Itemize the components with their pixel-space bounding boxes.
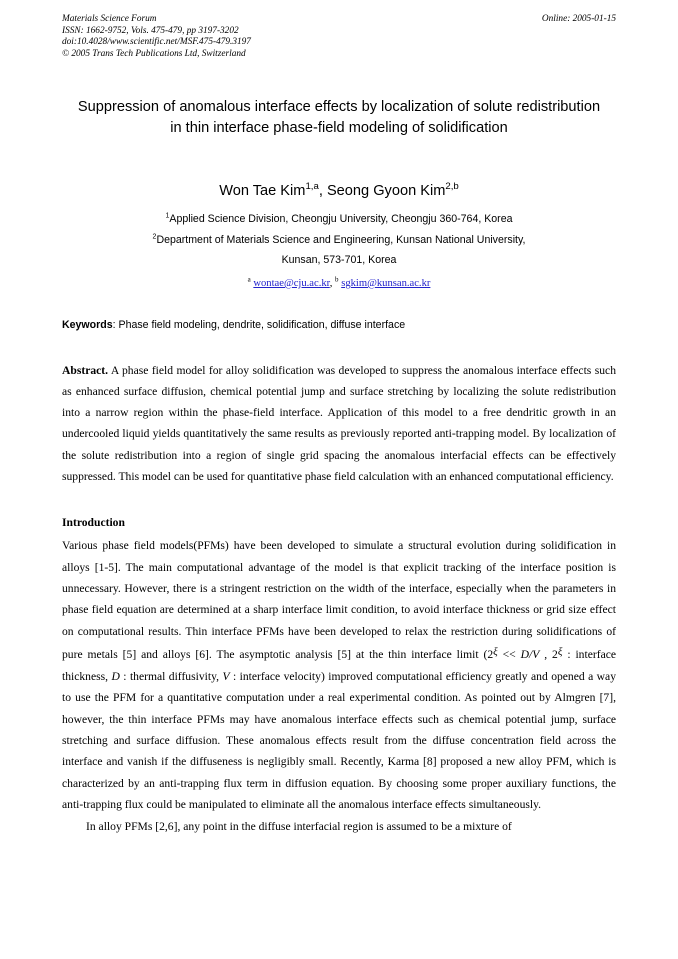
copyright-line: © 2005 Trans Tech Publications Ltd, Switzerland <box>62 48 246 59</box>
author-2-name: Seong Gyoon Kim <box>326 183 446 200</box>
math-slash: / <box>528 648 533 662</box>
affiliation-3 <box>62 251 616 270</box>
keywords-separator: : <box>112 318 119 331</box>
email-1-marker: a <box>247 275 251 284</box>
masthead-left-lines <box>62 14 482 60</box>
math-variable-d-2: D <box>111 669 120 683</box>
doi-line: doi:10.4028/www.scientific.net/MSF.475-479.3197 <box>62 37 251 48</box>
journal-name: Materials Science Forum <box>62 14 157 24</box>
affiliation-1-text: Applied Science Division, Cheongju University, Cheongju 360-764, Korea <box>169 213 513 226</box>
online-date: Online: 2005-01-15 <box>541 14 616 24</box>
math-variable-v-1: V <box>532 648 540 662</box>
affiliation-2 <box>62 231 616 250</box>
issn-line: ISSN: 1662-9752, Vols. 475-479, pp 3197-3202 <box>62 25 239 36</box>
abstract-label: Abstract. <box>62 363 109 377</box>
intro-text-part-1: Various phase field models(PFMs) have been developed to simulate a structural evolution during solidification in alloys [1-5]. The main computational advantage of the model is that explicit tracking of the interface position is unnecessary. However, there is a stringent restriction on the width of the interface, especially when the parameters in phase field equation are determined at a sharp interface limit condition, to avoid interface thickness or grid size effect on computational results. Thin interface PFMs have been developed to relax the restriction during solidifications of pure metals [5] and alloys [6]. The asymptotic analysis [5] at the thin interface limit (2 <box>62 539 616 662</box>
intro-text-part-4: : thermal diffusivity, <box>119 669 223 683</box>
affiliation-1-marker: 1 <box>165 212 170 220</box>
email-link-2[interactable]: sgkim@kunsan.ac.kr <box>341 277 431 289</box>
affiliation-2-marker: 2 <box>152 233 157 241</box>
page-content <box>62 14 616 837</box>
math-xi-1: ξ <box>493 646 498 659</box>
math-variable-d-1: D <box>520 648 529 662</box>
author-1-affiliation-marker: 1,a <box>305 181 319 193</box>
email-2-marker: b <box>335 275 339 284</box>
affiliation-1 <box>62 210 616 229</box>
abstract-paragraph <box>62 360 616 487</box>
page-title: Suppression of anomalous interface effects by localization of solute redistribution in thin interface phase-field modeling of solidification <box>77 99 601 137</box>
section-heading-introduction: Introduction <box>62 516 125 530</box>
abstract-text: A phase field model for alloy solidification was developed to suppress the anomalous interface effects such as enhanced surface diffusion, chemical potential jump and surface stretching by localizing the solute redistribution into a narrow region within the phase-field interface. Application of this model to a free dendritic growth in an undercooled liquid yields quantitatively the same results as previously reported anti-trapping model. By localization of the solute redistribution into a region of single grid spacing the anomalous interfacial effects can be effectively suppressed. This model can be used for quantitative phase field calculation with an enhanced computational efficiency. <box>62 363 616 483</box>
keywords-label: Keywords <box>62 318 113 331</box>
email-link-1[interactable]: wontae@cju.ac.kr <box>253 277 330 289</box>
affiliation-2-text: Department of Materials Science and Engineering, Kunsan National University, <box>156 233 526 246</box>
author-emails: $^a$ wontae@cju.ac.kr, $^b$ sgkim@kunsan.ac.kr <box>247 275 431 289</box>
author-1-name: Won Tae Kim <box>219 183 306 200</box>
keywords-line <box>62 318 616 333</box>
intro-text-part-3: : interface thickness, <box>62 648 617 683</box>
math-xi-2: ξ <box>557 646 563 659</box>
author-list <box>62 181 616 201</box>
math-operator: << <box>497 648 521 662</box>
intro-text-part-2: , 2 <box>539 648 558 662</box>
introduction-paragraph-2: In alloy PFMs [2,6], any point in the diffuse interfacial region is assumed to be a mixture of <box>86 819 512 833</box>
author-separator: , <box>318 183 327 200</box>
introduction-paragraph-1 <box>62 535 616 815</box>
keywords-value: Phase field modeling, dendrite, solidification, diffuse interface <box>118 318 406 331</box>
journal-masthead <box>62 14 616 60</box>
author-2-affiliation-marker: 2,b <box>445 181 459 193</box>
math-variable-v-2: V <box>222 669 230 683</box>
affiliation-3-text: Kunsan, 573-701, Korea <box>281 254 397 267</box>
intro-text-part-5: : interface velocity) improved computational efficiency greatly and opened a way to use the PFM for a quantitative computation under a real experimental condition. As pointed out by Almgren [7], however, the thin interface PFMs may have anomalous interface effects such as chemical potential jump, surface stretching and surface diffusion. These anomalous effects result from the diffuse concentration field across the interface and vanish if the diffuseness is negligibly small. Recently, Karma [8] proposed a new alloy PFM, which is characterized by an anti-trapping flux term in diffusion equation. By choosing some proper auxiliary functions, the anti-trapping flux could be manipulated to eliminate all the anomalous interface effects simultaneously. <box>62 669 616 812</box>
